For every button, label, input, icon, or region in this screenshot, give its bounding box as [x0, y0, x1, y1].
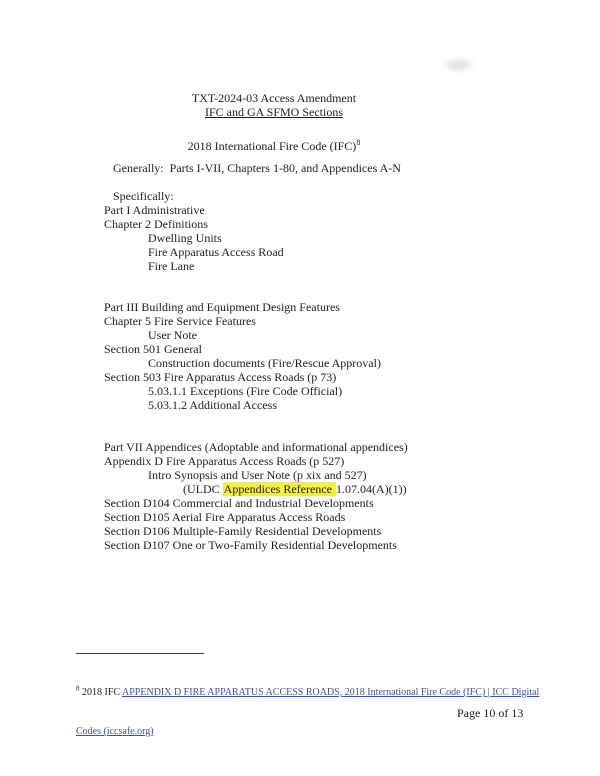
outline-line: Section D106 Multiple-Family Residential Developments: [104, 524, 382, 538]
uldc-suffix: 1.07.04(A)(1)): [335, 482, 407, 496]
outline-line: Section 503 Fire Apparatus Access Roads (p 73): [104, 370, 337, 384]
outline-line-uldc: [104, 482, 408, 496]
scan-smudge: [446, 60, 472, 70]
outline-part7: [104, 440, 408, 552]
outline-line: Section 501 General: [104, 342, 202, 356]
code-heading: [76, 139, 472, 153]
code-heading-block: [76, 139, 472, 153]
footnote-line1: [76, 686, 539, 699]
outline-line: Fire Lane: [148, 259, 195, 273]
outline-line: Appendix D Fire Apparatus Access Roads (p 527): [104, 454, 345, 468]
outline-line: Section D105 Aerial Fire Apparatus Access Roads: [104, 510, 346, 524]
footnote-reference-mark: 8: [356, 138, 361, 147]
uldc-highlighted-text: Appendices Reference: [223, 482, 335, 496]
outline-line: Intro Synopsis and User Note (p xix and 527): [148, 468, 367, 482]
outline-line: Specifically:: [113, 189, 174, 203]
outline-line: 5.03.1.1 Exceptions (Fire Code Official): [148, 384, 343, 398]
footnote-link[interactable]: Codes (iccsafe.org): [76, 726, 154, 737]
outline-line: Dwelling Units: [148, 231, 222, 245]
outline-line: Fire Apparatus Access Road: [148, 245, 284, 259]
document-header: [76, 91, 472, 119]
outline-administrative: [104, 189, 284, 273]
uldc-prefix: (ULDC: [183, 482, 223, 496]
outline-line: Part I Administrative: [104, 203, 205, 217]
outline-line: Chapter 5 Fire Service Features: [104, 314, 256, 328]
outline-line: Section D104 Commercial and Industrial Developments: [104, 496, 374, 510]
footnote-separator: [76, 653, 204, 654]
footnote-link[interactable]: APPENDIX D FIRE APPARATUS ACCESS ROADS, 2018 International Fire Code (IFC) | ICC Digital: [122, 687, 540, 698]
outline-line: Chapter 2 Definitions: [104, 217, 208, 231]
outline-line: Part III Building and Equipment Design Features: [104, 300, 340, 314]
generally-line: Generally: Parts I-VII, Chapters 1-80, and Appendices A-N: [113, 161, 401, 175]
footnote-lead: 2018 IFC: [79, 687, 123, 698]
outline-line: Section D107 One or Two-Family Residential Developments: [104, 538, 397, 552]
document-title: TXT-2024-03 Access Amendment: [191, 91, 357, 105]
page-number: Page 10 of 13: [457, 706, 524, 720]
outline-line: Part VII Appendices (Adoptable and informational appendices): [104, 440, 408, 454]
code-heading-text: 2018 International Fire Code (IFC): [187, 139, 357, 153]
document-subtitle: IFC and GA SFMO Sections: [204, 105, 344, 119]
outline-line: Construction documents (Fire/Rescue Approval): [148, 356, 381, 370]
outline-line: 5.03.1.2 Additional Access: [148, 398, 277, 412]
footnote-marker: 8: [76, 684, 80, 693]
outline-part3: [104, 300, 381, 412]
outline-line: User Note: [148, 328, 197, 342]
footnote-line2: [76, 725, 539, 738]
